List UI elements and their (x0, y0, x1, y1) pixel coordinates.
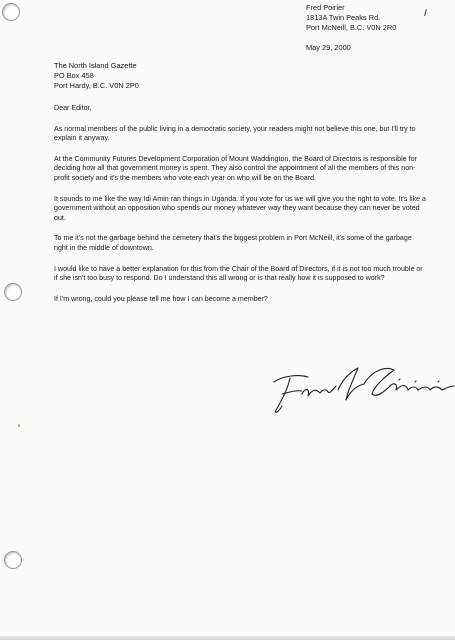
sender-address-line1: 1813A Twin Peaks Rd. (306, 13, 381, 22)
pen-mark (424, 9, 427, 16)
paper-speck (18, 424, 20, 427)
recipient-name: The North Island Gazette (54, 61, 137, 70)
punch-hole-middle (4, 283, 22, 301)
paragraph-5: I would like to have a better explanation for this from the Chair of the Board of Directors, if it is not too much trouble or if she isn't too busy to respond. Do I understand this all wrong or is that really how it is supposed to work? (54, 264, 423, 283)
recipient-address-line1: PO Box 458 (54, 71, 94, 80)
sender-block (306, 3, 396, 53)
recipient-address-line2: Port Hardy, B.C. V0N 2P0 (54, 81, 139, 90)
page-bottom-edge (0, 636, 455, 640)
paragraph-3: It sounds to me like the way Idi Amin ran things in Uganda. If you vote for us we will give you the right to vote. It's like a government without an opposition who spends our money whatever way they want because they can never be voted out. (54, 194, 426, 222)
paragraph-4: To me it's not the garbage behind the cemetery that's the biggest problem in Port McNeill, it's some of the garbage right in the middle of downtown. (54, 234, 412, 252)
handwritten-signature (268, 360, 455, 416)
punch-hole-top (2, 3, 20, 21)
paragraph-6: If I'm wrong, could you please tell me how I can become a member? (54, 294, 268, 303)
letter-body (54, 104, 426, 315)
paragraph-1: As normal members of the public living in a democratic society, your readers might not believe this one, but I'll try to explain it anyway. (54, 124, 416, 143)
punch-hole-bottom (4, 551, 22, 569)
letter-date: May 29, 2000 (306, 43, 351, 52)
paragraph-2: At the Community Futures Development Corporation of Mount Waddington, the Board of Directors is responsible for deciding how all that government money is spent. They also control the appointment of all the members of this non-profit society and it's the members who vote each year on who will be on the Board. (54, 154, 417, 182)
sender-name: Fred Poirier (306, 3, 345, 12)
recipient-block (54, 61, 139, 91)
sender-address-line2: Port McNeill, B.C. V0N 2R0 (306, 23, 397, 32)
salutation: Dear Editor, (54, 104, 92, 112)
